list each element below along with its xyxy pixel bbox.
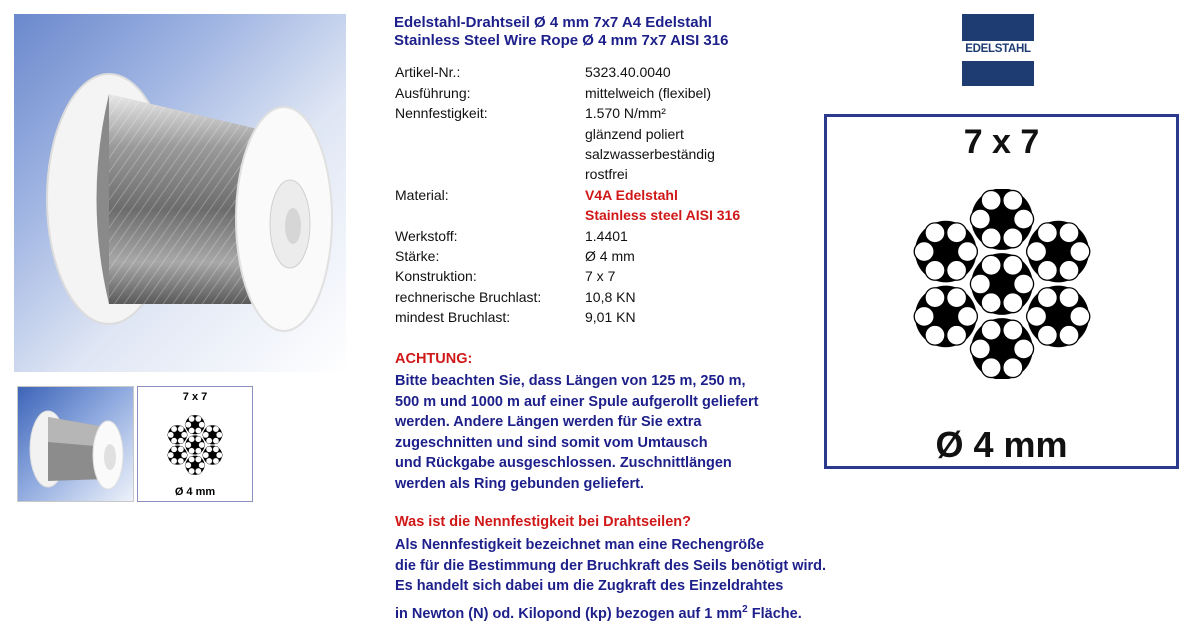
rope-wire [213,438,219,444]
spec-label: Artikel-Nr.: [395,64,461,80]
rope-wire [181,432,187,438]
rope-wire [925,288,945,308]
rope-wire [947,288,967,308]
rope-wire [1003,255,1023,275]
rope-wire [1027,242,1047,262]
rope-wire [970,274,990,294]
rope-wire [1003,320,1023,340]
spec-label: mindest Bruchlast: [395,309,511,325]
rope-wire [947,223,967,243]
logo-text: EDELSTAHL [965,43,1031,55]
rope-wire [195,448,201,454]
rope-wire [195,416,201,422]
rope-wire [1048,242,1068,262]
notice-line: werden. Andere Längen werden für Sie extra [395,414,702,430]
spec-value: 7 x 7 [585,268,616,284]
rope-wire [206,438,212,444]
rope-wire [1070,242,1090,262]
spec-label: Konstruktion: [395,268,477,284]
rope-wire [1014,274,1034,294]
rope-wire [189,468,195,474]
diagram-construction-label: 7 x 7 [963,123,1040,161]
thumb-construction-label: 7 x 7 [182,391,208,403]
rope-wire [947,325,967,345]
rope-wire [1059,260,1079,280]
faq-line: Es handelt sich dabei um die Zugkraft des Einzeldrahtes [395,578,784,594]
spec-value: salzwasserbeständig [585,146,715,162]
rope-wire [178,426,184,432]
notice-heading: ACHTUNG: [395,351,473,367]
notice-line: und Rückgabe ausgeschlossen. Zuschnittlängen [395,455,732,471]
rope-wire [213,458,219,464]
spec-label: Stärke: [395,248,440,264]
rope-wire [195,436,201,442]
rope-wire [992,274,1012,294]
thumb-rope-cross-section-icon [160,415,230,475]
rope-wire [168,432,174,438]
rope-wire [936,242,956,262]
rope-wire [957,242,977,262]
rope-wire [1014,339,1034,359]
spec-label: Nennfestigkeit: [395,105,488,121]
rope-wire [970,339,990,359]
faq-line: Als Nennfestigkeit bezeichnet man eine Rechengröße [395,537,765,553]
spec-label: rechnerische Bruchlast: [395,289,542,305]
rope-wire [1027,306,1047,326]
rope-wire [171,438,177,444]
rope-wire [1048,306,1068,326]
rope-wire [925,260,945,280]
rope-wire [947,260,967,280]
rope-wire [195,427,201,433]
rope-wire [914,242,934,262]
rope-wire [981,320,1001,340]
notice-text [395,371,758,494]
rope-wire [185,442,191,448]
rope-wire [981,228,1001,248]
rope-wire [189,448,195,454]
rope-wire [178,446,184,452]
rope-wire [206,458,212,464]
rope-wire [199,422,205,428]
rope-wire [981,358,1001,378]
rope-wire [213,426,219,432]
product-main-image [14,14,346,372]
rope-wire [1003,358,1023,378]
faq-heading: Was ist die Nennfestigkeit bei Drahtseilen? [395,514,691,530]
rope-wire [209,452,215,458]
spec-value: 9,01 KN [585,309,636,325]
rope-wire [992,209,1012,229]
rope-wire [1037,223,1057,243]
spec-label: Material: [395,187,449,203]
spec-value: 5323.40.0040 [585,64,671,80]
spec-value: 1.570 N/mm² [585,105,666,121]
rope-wire [174,432,180,438]
spec-value: rostfrei [585,166,628,182]
rope-wire [914,306,934,326]
rope-wire [185,462,191,468]
rope-wire [195,468,201,474]
product-title-de: Edelstahl-Drahtseil Ø 4 mm 7x7 A4 Edelstahl [394,14,712,31]
rope-wire [195,456,201,462]
rope-wire [981,293,1001,313]
rope-wire [213,446,219,452]
rope-wire [174,452,180,458]
rope-wire [1070,306,1090,326]
rope-wire [209,432,215,438]
faq-last-suffix: Fläche. [747,605,802,622]
spec-value: 1.4401 [585,228,628,244]
rope-wire [1003,190,1023,210]
rope-wire [206,446,212,452]
rope-wire [203,452,209,458]
spec-value: 10,8 KN [585,289,636,305]
rope-wire [1003,293,1023,313]
rope-wire [1059,325,1079,345]
spec-label: Werkstoff: [395,228,458,244]
notice-line: 500 m und 1000 m auf einer Spule aufgerollt geliefert [395,393,759,410]
rope-wire [1037,260,1057,280]
spec-value-material-en: Stainless steel AISI 316 [585,207,741,223]
rope-wire [171,426,177,432]
rope-wire [925,223,945,243]
rope-wire [1003,228,1023,248]
spec-value: glänzend poliert [585,126,684,142]
rope-wire [925,325,945,345]
rope-wire [1059,223,1079,243]
diagram-diameter-label: Ø 4 mm [935,424,1068,465]
notice-line: zugeschnitten und sind somit vom Umtausch [395,434,708,451]
rope-wire [216,432,222,438]
rope-wire [206,426,212,432]
edelstahl-logo [962,14,1034,86]
rope-wire [992,339,1012,359]
rope-wire [1037,325,1057,345]
thumbnail-cross-section[interactable] [137,386,253,502]
rope-wire [189,427,195,433]
rope-cross-section-icon [899,189,1105,379]
rope-wire [189,456,195,462]
rope-wire [189,436,195,442]
spec-label: Ausführung: [395,85,471,101]
notice-line: Bitte beachten Sie, dass Längen von 125 m, 250 m, [395,373,746,389]
faq-text [395,535,826,624]
spec-value: mittelweich (flexibel) [585,85,712,101]
faq-line: die für die Bestimmung der Bruchkraft des Seils benötigt wird. [395,557,827,574]
spec-value: Ø 4 mm [585,248,635,264]
rope-wire [178,458,184,464]
rope-cross-section-diagram [824,114,1179,469]
rope-wire [203,432,209,438]
rope-wire [181,452,187,458]
notice-line: werden als Ring gebunden geliefert. [395,475,644,492]
thumb-diameter-label: Ø 4 mm [174,486,216,498]
rope-wire [936,306,956,326]
faq-last-prefix: in Newton (N) od. Kilopond (kp) bezogen auf 1 mm [395,605,743,622]
faq-line-last [395,600,826,624]
rope-wire [1037,288,1057,308]
spec-value-material: V4A Edelstahl [585,187,678,203]
rope-wire [957,306,977,326]
faq-last-sup: 2 [742,603,748,615]
product-title-en: Stainless Steel Wire Rope Ø 4 mm 7x7 AISI 316 [394,32,729,49]
thumbnail-product-image[interactable] [17,386,134,502]
rope-wire [970,209,990,229]
rope-wire [192,442,198,448]
rope-wire [168,452,174,458]
rope-wire [1014,209,1034,229]
rope-wire [171,458,177,464]
rope-wire [216,452,222,458]
rope-wire [199,442,205,448]
rope-wire [178,438,184,444]
rope-wire [192,422,198,428]
rope-wire [1059,288,1079,308]
rope-wire [199,462,205,468]
rope-wire [981,190,1001,210]
rope-wire [185,422,191,428]
rope-wire [192,462,198,468]
rope-wire [981,255,1001,275]
rope-wire [189,416,195,422]
rope-wire [171,446,177,452]
